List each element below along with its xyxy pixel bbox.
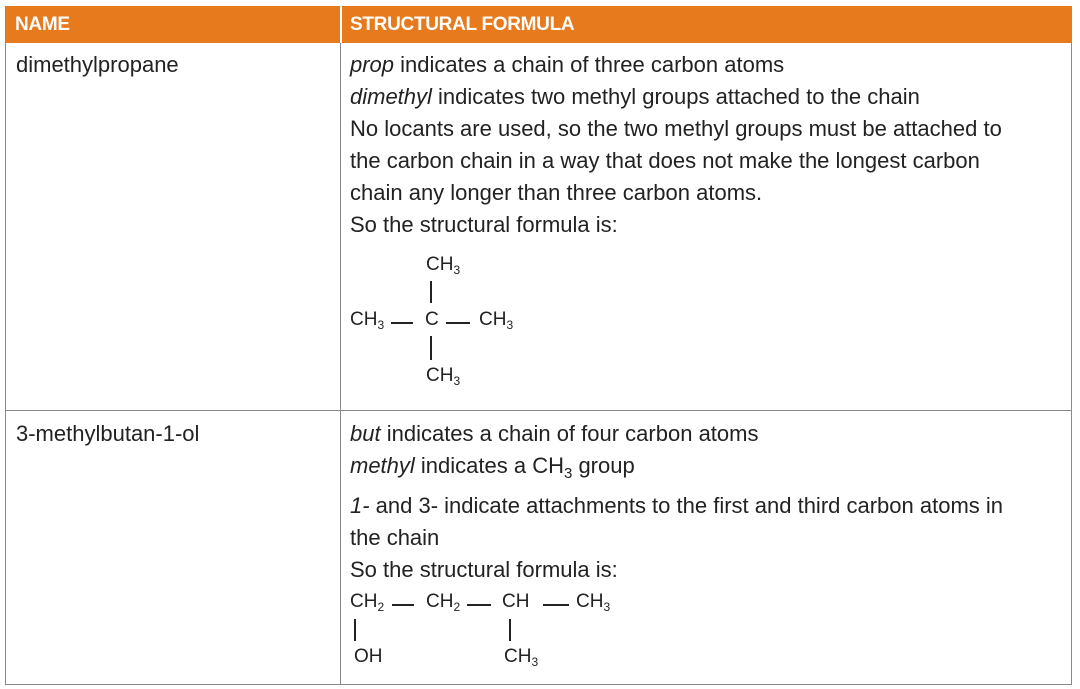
row-2-line-5: So the structural formula is: bbox=[350, 557, 618, 582]
row-1-line-1: prop indicates a chain of three carbon atoms bbox=[350, 52, 785, 77]
mol2-c4-ch3: $CH_3$ bbox=[576, 591, 611, 614]
row-divider bbox=[6, 410, 1072, 411]
row-1-line-6: So the structural formula is: bbox=[350, 212, 618, 237]
row-1-line-3: No locants are used, so the two methyl groups must be attached to bbox=[350, 116, 1002, 141]
row-1-line-5: chain any longer than three carbon atoms. bbox=[350, 180, 763, 205]
mol1-left-ch3: $CH_3$ bbox=[350, 309, 385, 332]
mol2-bond-2 bbox=[467, 604, 491, 606]
mol1-center-c: C bbox=[425, 309, 439, 330]
mol2-bond-3 bbox=[543, 604, 569, 606]
mol2-c2-ch2: $CH_2$ bbox=[426, 591, 461, 614]
mol2-c3-ch: CH bbox=[502, 591, 530, 612]
row-2-description bbox=[350, 418, 1065, 586]
column-divider bbox=[340, 43, 341, 685]
mol1-right-ch3: $CH_3$ bbox=[479, 309, 514, 332]
table-header bbox=[6, 6, 1072, 43]
mol1-bond-bottom bbox=[430, 336, 432, 360]
mol1-bond-right bbox=[446, 322, 470, 324]
row-2-name: 3-methylbutan-1-ol bbox=[16, 421, 200, 446]
row-1-line-4: the carbon chain in a way that does not make the longest carbon bbox=[350, 148, 980, 173]
mol2-c1-ch2: $CH_2$ bbox=[350, 591, 385, 614]
row-1-line-2: dimethyl indicates two methyl groups attached to the chain bbox=[350, 84, 920, 109]
mol2-branch-ch3: $CH_3$ bbox=[504, 646, 539, 669]
row-2-line-1: but indicates a chain of four carbon atoms bbox=[350, 421, 759, 446]
mol1-bond-top bbox=[430, 281, 432, 303]
row-2-line-4: the chain bbox=[350, 525, 440, 550]
structural-formula-table bbox=[5, 6, 1072, 685]
mol2-bond-branch bbox=[509, 619, 511, 641]
mol1-bottom-ch3: $CH_3$ bbox=[426, 365, 461, 388]
mol2-bond-oh bbox=[354, 619, 356, 641]
row-1-description bbox=[350, 49, 1065, 241]
header-name: NAME bbox=[15, 14, 70, 35]
row-2-line-3: 1- and 3- indicate attachments to the first and third carbon atoms in bbox=[350, 493, 1004, 518]
mol1-bond-left bbox=[391, 322, 413, 324]
row-1-name: dimethylpropane bbox=[16, 52, 179, 77]
row-2-line-2: methyl indicates a $CH_3$ group bbox=[350, 453, 635, 482]
mol2-bond-1 bbox=[392, 604, 414, 606]
mol1-top-ch3: $CH_3$ bbox=[426, 254, 461, 277]
mol2-oh: OH bbox=[354, 646, 383, 667]
header-divider bbox=[340, 6, 342, 43]
header-structural-formula: STRUCTURAL FORMULA bbox=[350, 14, 575, 35]
